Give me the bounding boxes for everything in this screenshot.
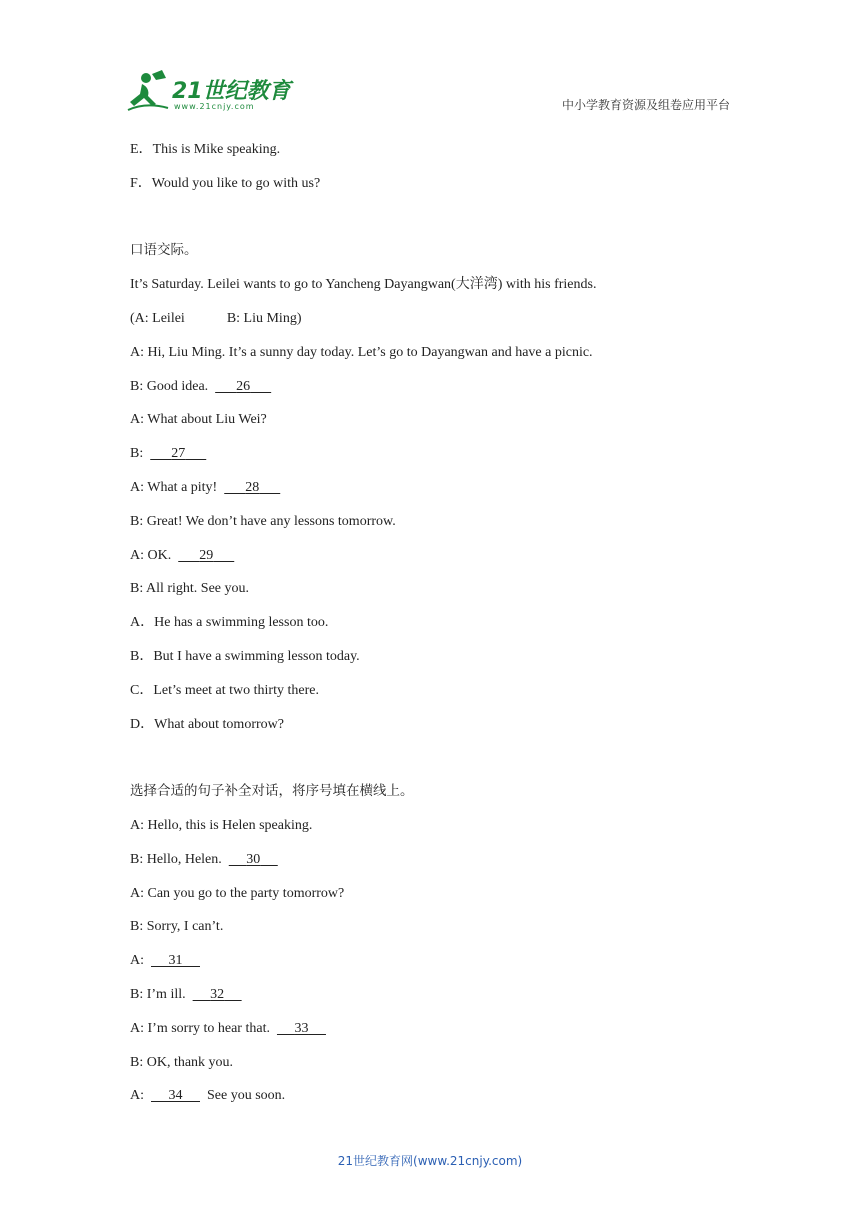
answer-blank[interactable]: 33 [294,1020,309,1036]
section-heading: 选择合适的句子补全对话，将序号填在横线上。 [130,783,414,800]
answer-blank[interactable]: 32 [210,986,225,1002]
option-e [130,133,750,167]
document-body [130,133,750,1113]
role-a: (A: Leilei [130,310,185,326]
dialog-line: A: Hi, Liu Ming. It’s a sunny day today. Let’s go to Dayangwan and have a picnic. [130,344,593,360]
option-text: Would you like to go with us? [151,175,321,191]
dialog-line: A: What a pity! 28 [130,471,750,505]
runner-logo-icon [122,66,172,116]
option-text: This is Mike speaking. [152,142,281,157]
dialog-line: A: 34 See you soon. [130,1079,750,1113]
intro-text: It’s Saturday. Leilei wants to go to Yancheng Dayangwan(大洋湾) with his friends. [130,277,597,293]
dialog-line: A: What about Liu Wei? [130,412,267,428]
dialog-line: A: I’m sorry to hear that. 33 [130,1012,750,1046]
dialog-line: A: OK. 29 [130,539,750,573]
answer-blank[interactable]: 28 [245,479,260,495]
dialog-line: B: OK, thank you. [130,1054,234,1070]
option-a: A．He has a swimming lesson too. [130,615,329,631]
dialog-line: B: I’m ill. 32 [130,978,750,1012]
answer-blank[interactable]: 31 [168,953,183,969]
logo-url: www.21cnjy.com [174,102,255,111]
answer-blank[interactable]: 34 [168,1088,183,1104]
option-d: D．What about tomorrow? [130,716,284,732]
footer-text: 21世纪教育网(www.21cnjy.com) [337,1154,523,1168]
page-footer [0,1152,860,1169]
role-b: B: Liu Ming) [226,310,302,326]
roles-line [130,302,750,336]
page-header [0,0,860,130]
option-b: B．But I have a swimming lesson today. [130,648,360,664]
dialog-line: B: Great! We don’t have any lessons tomorrow. [130,513,396,529]
dialog-line: B: Sorry, I can’t. [130,919,224,935]
dialog-line: A: Hello, this is Helen speaking. [130,817,313,833]
option-letter: E． [130,142,153,157]
option-c: C．Let’s meet at two thirty there. [130,682,319,698]
logo [122,66,292,116]
dialog-line: B: 27 [130,437,750,471]
dialog-line: B: All right. See you. [130,581,249,597]
dialog-line: B: Good idea. 26 [130,370,750,404]
dialog-line: A: Can you go to the party tomorrow? [130,885,345,901]
answer-blank[interactable]: 29 [199,547,214,563]
answer-blank[interactable]: 26 [236,378,251,394]
option-letter: F． [130,175,152,191]
header-tagline: 中小学教育资源及组卷应用平台 [561,98,730,112]
dialog-line: A: 31 [130,944,750,978]
answer-blank[interactable]: 27 [171,446,186,462]
option-f [130,167,750,201]
answer-blank[interactable]: 30 [246,851,261,867]
section-heading: 口语交际。 [130,242,198,259]
logo-text: 21世纪教育 [172,79,291,104]
dialog-line: B: Hello, Helen. 30 [130,843,750,877]
